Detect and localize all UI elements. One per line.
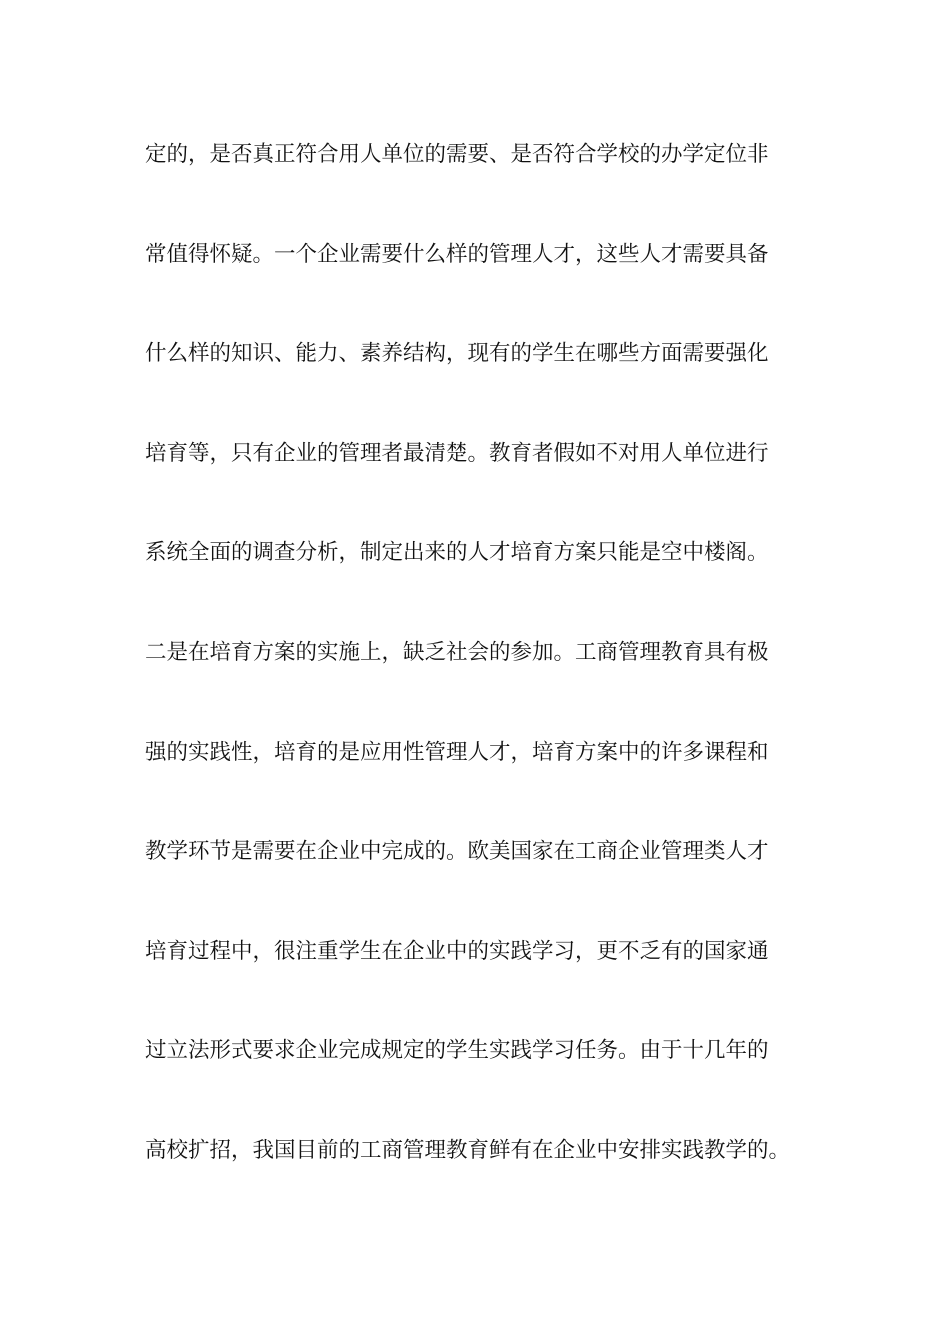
text-line: 培育等，只有企业的管理者最清楚。教育者假如不对用人单位进行 — [145, 440, 769, 466]
text-line: 什么样的知识、能力、素养结构，现有的学生在哪些方面需要强化 — [145, 341, 769, 367]
body-text — [145, 133, 845, 1229]
text-line: 教学环节是需要在企业中完成的。欧美国家在工商企业管理类人才 — [145, 839, 769, 865]
text-line: 培育过程中，很注重学生在企业中的实践学习，更不乏有的国家通 — [145, 938, 769, 964]
text-line: 定的，是否真正符合用人单位的需要、是否符合学校的办学定位非 — [145, 142, 769, 167]
text-line: 高校扩招，我国目前的工商管理教育鲜有在企业中安排实践教学的。 — [145, 1137, 791, 1163]
text-line: 常值得怀疑。一个企业需要什么样的管理人才，这些人才需要具备 — [145, 241, 769, 267]
text-line: 强的实践性，培育的是应用性管理人才，培育方案中的许多课程和 — [145, 739, 769, 765]
text-line: 系统全面的调查分析，制定出来的人才培育方案只能是空中楼阁。 — [145, 540, 769, 566]
text-line: 过立法形式要求企业完成规定的学生实践学习任务。由于十几年的 — [145, 1038, 769, 1064]
text-line: 二是在培育方案的实施上，缺乏社会的参加。工商管理教育具有极 — [145, 639, 769, 665]
